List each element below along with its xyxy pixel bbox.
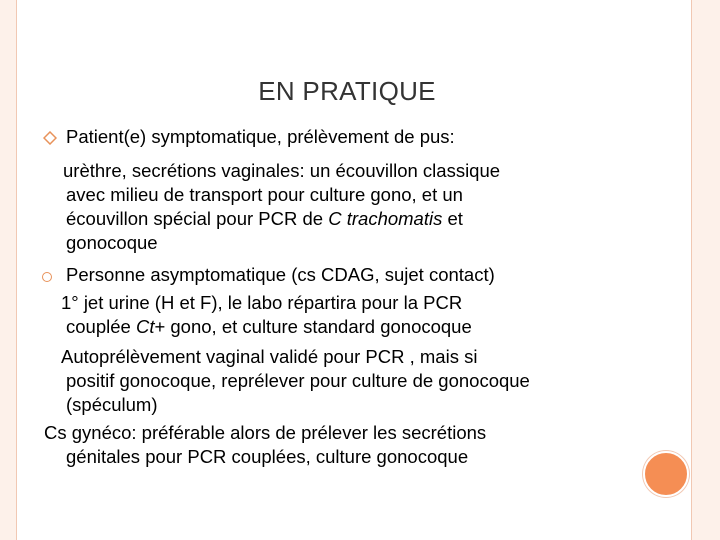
bullet1-line1: Patient(e) symptomatique, prélèvement de pus: <box>66 126 455 147</box>
bullet2-line4: Autoprélèvement vaginal validé pour PCR , mais si <box>61 346 478 367</box>
bullet2-line1: Personne asymptomatique (cs CDAG, sujet contact) <box>66 264 495 285</box>
bullet2-line7: Cs gynéco: préférable alors de prélever les secrétions <box>44 422 487 443</box>
bullet1-line3: avec milieu de transport pour culture gono, et un <box>66 184 463 205</box>
bullet1-line5: gonocoque <box>66 232 158 253</box>
bullet1-line4-end: et <box>442 208 463 229</box>
decorative-circle <box>643 451 689 497</box>
bullet1-line4 <box>66 208 463 230</box>
slide-title: EN PRATIQUE <box>258 76 436 106</box>
bullet2-line3-text: couplée <box>66 316 136 337</box>
bullet1-line4-text: écouvillon spécial pour PCR de <box>66 208 329 229</box>
diamond-bullet-icon <box>43 131 57 145</box>
bullet2-line5: positif gonocoque, reprélever pour culture de gonocoque <box>66 370 530 391</box>
bullet1-line2: urèthre, secrétions vaginales: un écouvillon classique <box>63 160 501 181</box>
bullet2-line6: (spéculum) <box>66 394 158 415</box>
bullet2-line3-end: + gono, et culture standard gonocoque <box>154 316 472 337</box>
bullet2-line3 <box>66 316 472 338</box>
bullet2-line2: 1° jet urine (H et F), le labo répartira pour la PCR <box>61 292 463 313</box>
ct-abbrev: Ct <box>135 316 155 337</box>
bullet2-line8: génitales pour PCR couplées, culture gonocoque <box>66 446 469 467</box>
circle-bullet-icon <box>42 272 52 282</box>
species-name: C trachomatis <box>328 208 443 229</box>
